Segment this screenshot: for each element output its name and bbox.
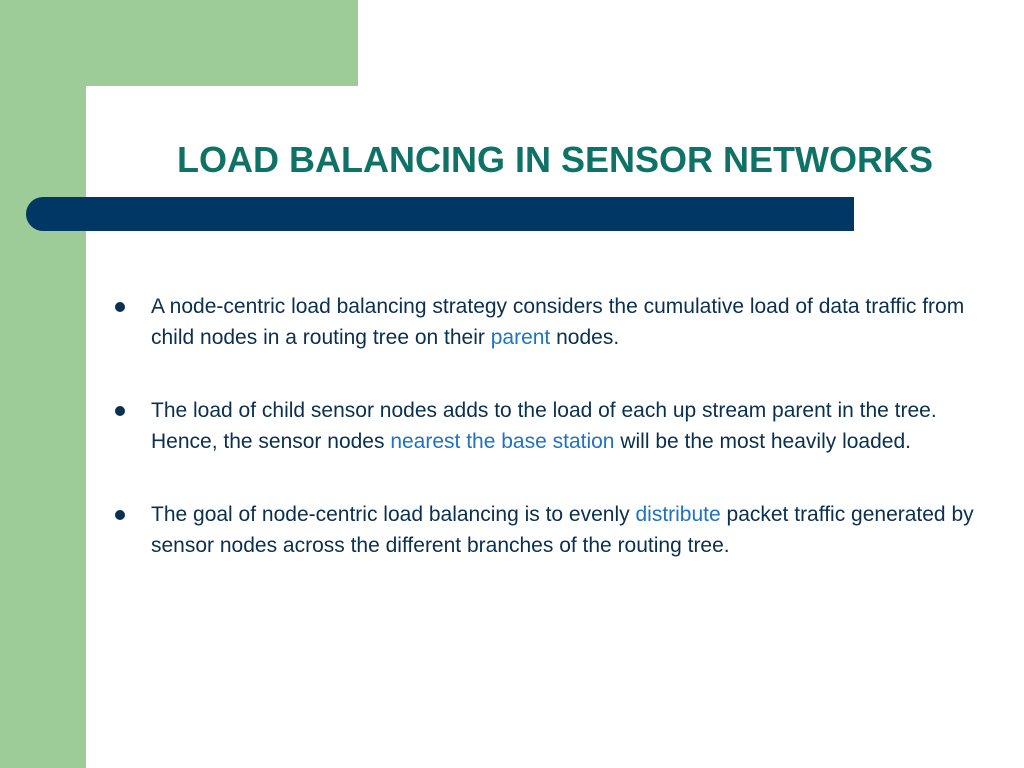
bullet-text: The load of child sensor nodes adds to the load of each up stream parent in the tree. Hence, the sensor nodes — [151, 399, 937, 453]
green-top-decoration — [0, 0, 358, 86]
bullet-list — [112, 291, 992, 603]
bullet-text: A node-centric load balancing strategy considers the cumulative load of data traffic from child nodes in a routing tree on their — [151, 295, 965, 349]
title-underline-bar — [26, 197, 854, 231]
highlighted-term: parent — [490, 326, 551, 349]
bullet-text: will be the most heavily loaded. — [614, 430, 911, 453]
bullet-dot-icon — [115, 406, 125, 416]
bullet-text: The goal of node-centric load balancing is to evenly — [151, 503, 636, 526]
green-sidebar-decoration — [0, 0, 86, 768]
bullet-text: nodes. — [550, 326, 620, 349]
bullet-item — [112, 291, 992, 353]
bullet-dot-icon — [115, 510, 125, 520]
highlighted-term: distribute — [635, 503, 721, 526]
bullet-text: packet traffic generated by sensor nodes across the different branches of the routing tree. — [151, 503, 974, 557]
bullet-item — [112, 499, 992, 561]
slide-title: LOAD BALANCING IN SENSOR NETWORKS — [177, 139, 933, 180]
highlighted-term: nearest the base station — [390, 430, 615, 453]
bullet-item — [112, 395, 992, 457]
bullet-dot-icon — [115, 302, 125, 312]
